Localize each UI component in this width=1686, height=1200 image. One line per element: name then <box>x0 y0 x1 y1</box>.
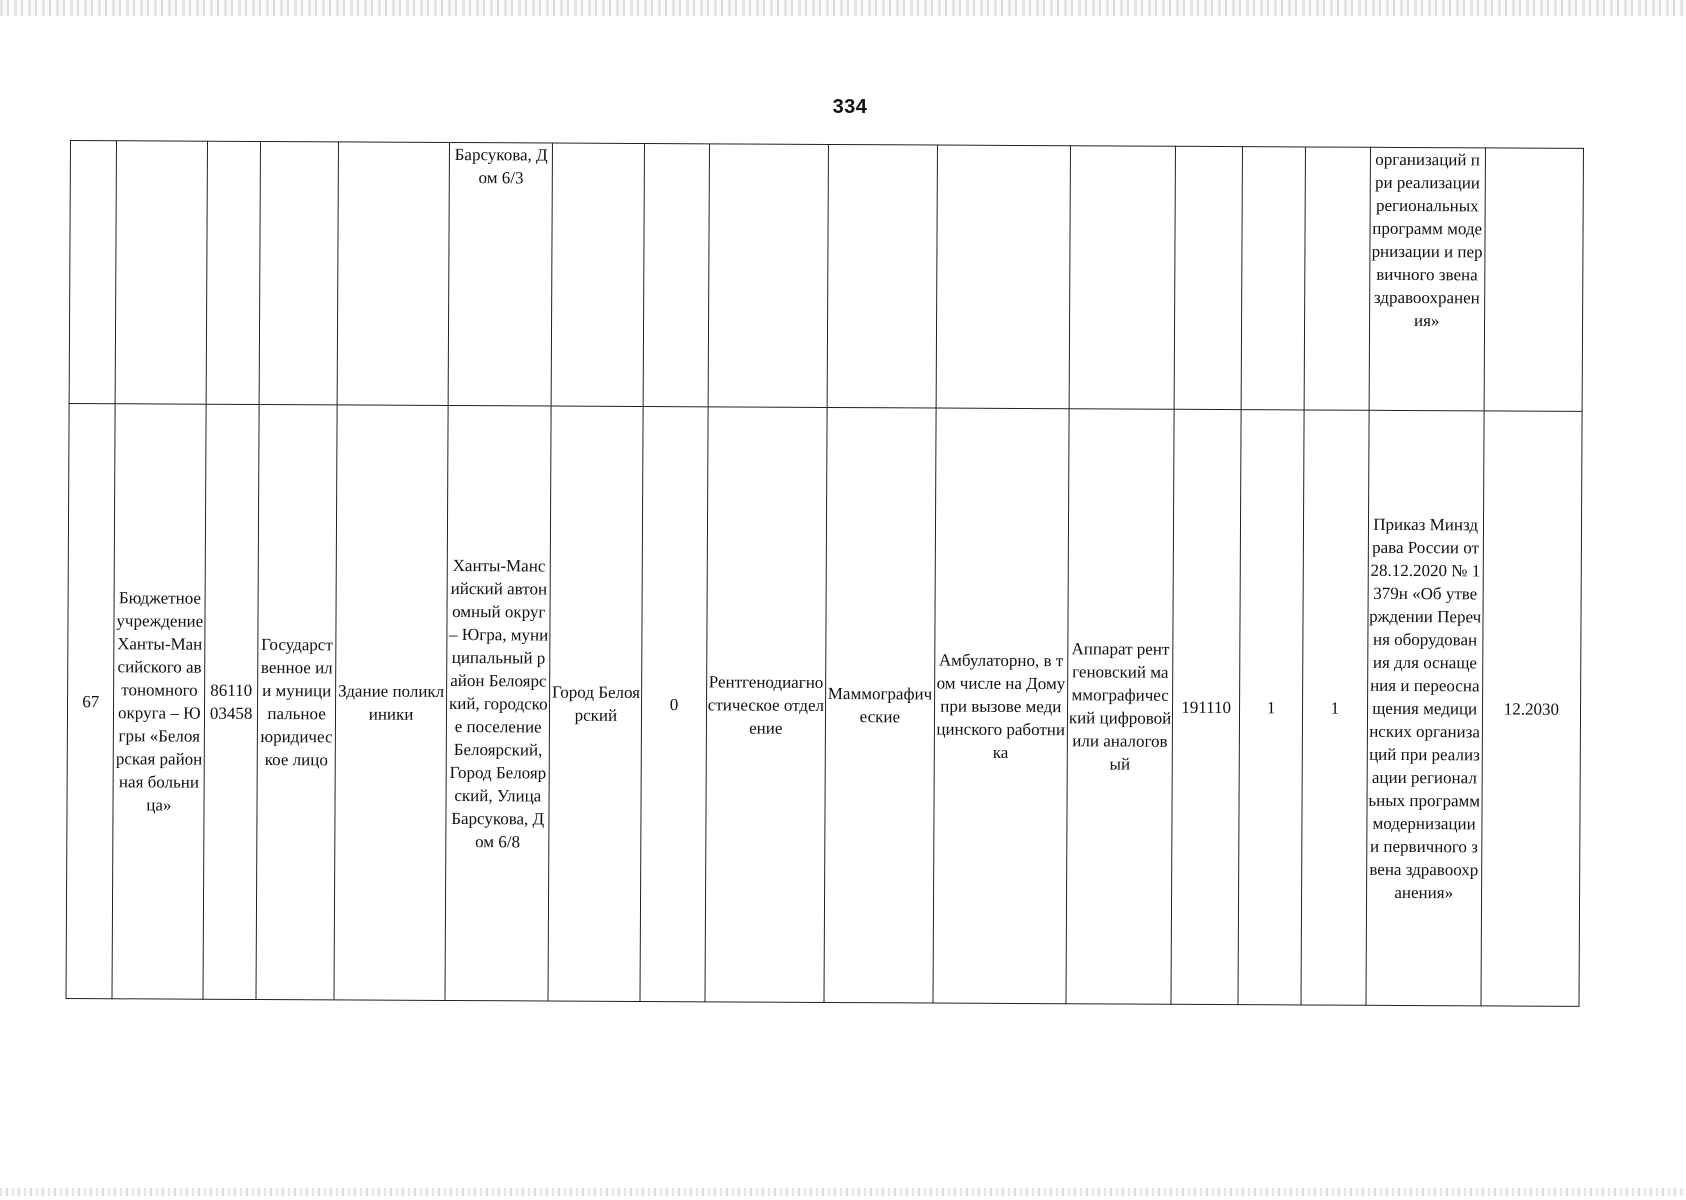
cell-zero: 0 <box>640 407 708 1002</box>
table-row-continuation <box>69 141 1583 412</box>
cell-basis: организаций при реализации региональных программ модернизации и первичного звена здравоохранения» <box>1369 147 1485 411</box>
cell-care-condition <box>936 145 1070 409</box>
scan-edge-bottom <box>0 1188 1686 1196</box>
page-number: 334 <box>832 96 868 118</box>
cell-care-condition: Амбулаторно, в том числе на Дому при вызове медицинского работника <box>933 408 1069 1004</box>
equipment-registry-table <box>66 140 1584 1007</box>
cell-address: Барсукова, Дом 6/3 <box>448 142 553 406</box>
cell-qty-b: 1 <box>1301 410 1369 1005</box>
cell-legal-form <box>259 141 339 404</box>
cell-locality: Город Белоярский <box>548 406 643 1001</box>
cell-inn: 8611003458 <box>203 404 259 999</box>
cell-department: Рентгенодиагностическое отделение <box>705 407 827 1003</box>
cell-cabinet: Маммографические <box>824 407 936 1003</box>
cell-object-type: Здание поликлиники <box>334 405 448 1001</box>
cell-zero <box>643 144 709 407</box>
cell-num <box>69 141 117 404</box>
cell-qty-a <box>1241 147 1306 410</box>
cell-qty-b <box>1304 147 1370 410</box>
cell-qty-a: 1 <box>1238 410 1304 1005</box>
cell-object-type <box>337 142 449 406</box>
cell-equipment <box>1069 146 1176 410</box>
cell-organization <box>116 141 208 404</box>
cell-legal-form: Государственное или муниципальное юридическое лицо <box>256 404 337 999</box>
cell-department <box>708 144 829 408</box>
cell-num: 67 <box>66 403 116 998</box>
scan-edge-top <box>0 0 1686 16</box>
cell-code <box>1174 146 1242 409</box>
cell-organization: Бюджетное учреждение Ханты-Мансийского автономного округа – Югры «Белоярская районная больница» <box>112 404 206 999</box>
cell-date: 12.2030 <box>1481 411 1582 1007</box>
cell-inn <box>206 141 260 404</box>
cell-equipment: Аппарат рентгеновский маммографический цифровой или аналоговый <box>1066 409 1175 1005</box>
cell-code: 191110 <box>1171 409 1241 1004</box>
cell-cabinet <box>827 144 937 408</box>
cell-address: Ханты-Мансийский автономный округ – Югра, муниципальный район Белоярский, городское поселение Белоярский, Город Белоярский, Улица Барсукова, Дом 6/8 <box>445 405 552 1001</box>
table-row <box>66 403 1582 1006</box>
cell-locality <box>552 143 645 406</box>
cell-date <box>1484 148 1584 412</box>
cell-basis: Приказ Минздрава России от 28.12.2020 № 1379н «Об утверждении Перечня оборудования для оснащения и переоснащения медицинских организаций при реализации региональных программ модернизации и первичного звена здравоохранения» <box>1366 410 1484 1006</box>
